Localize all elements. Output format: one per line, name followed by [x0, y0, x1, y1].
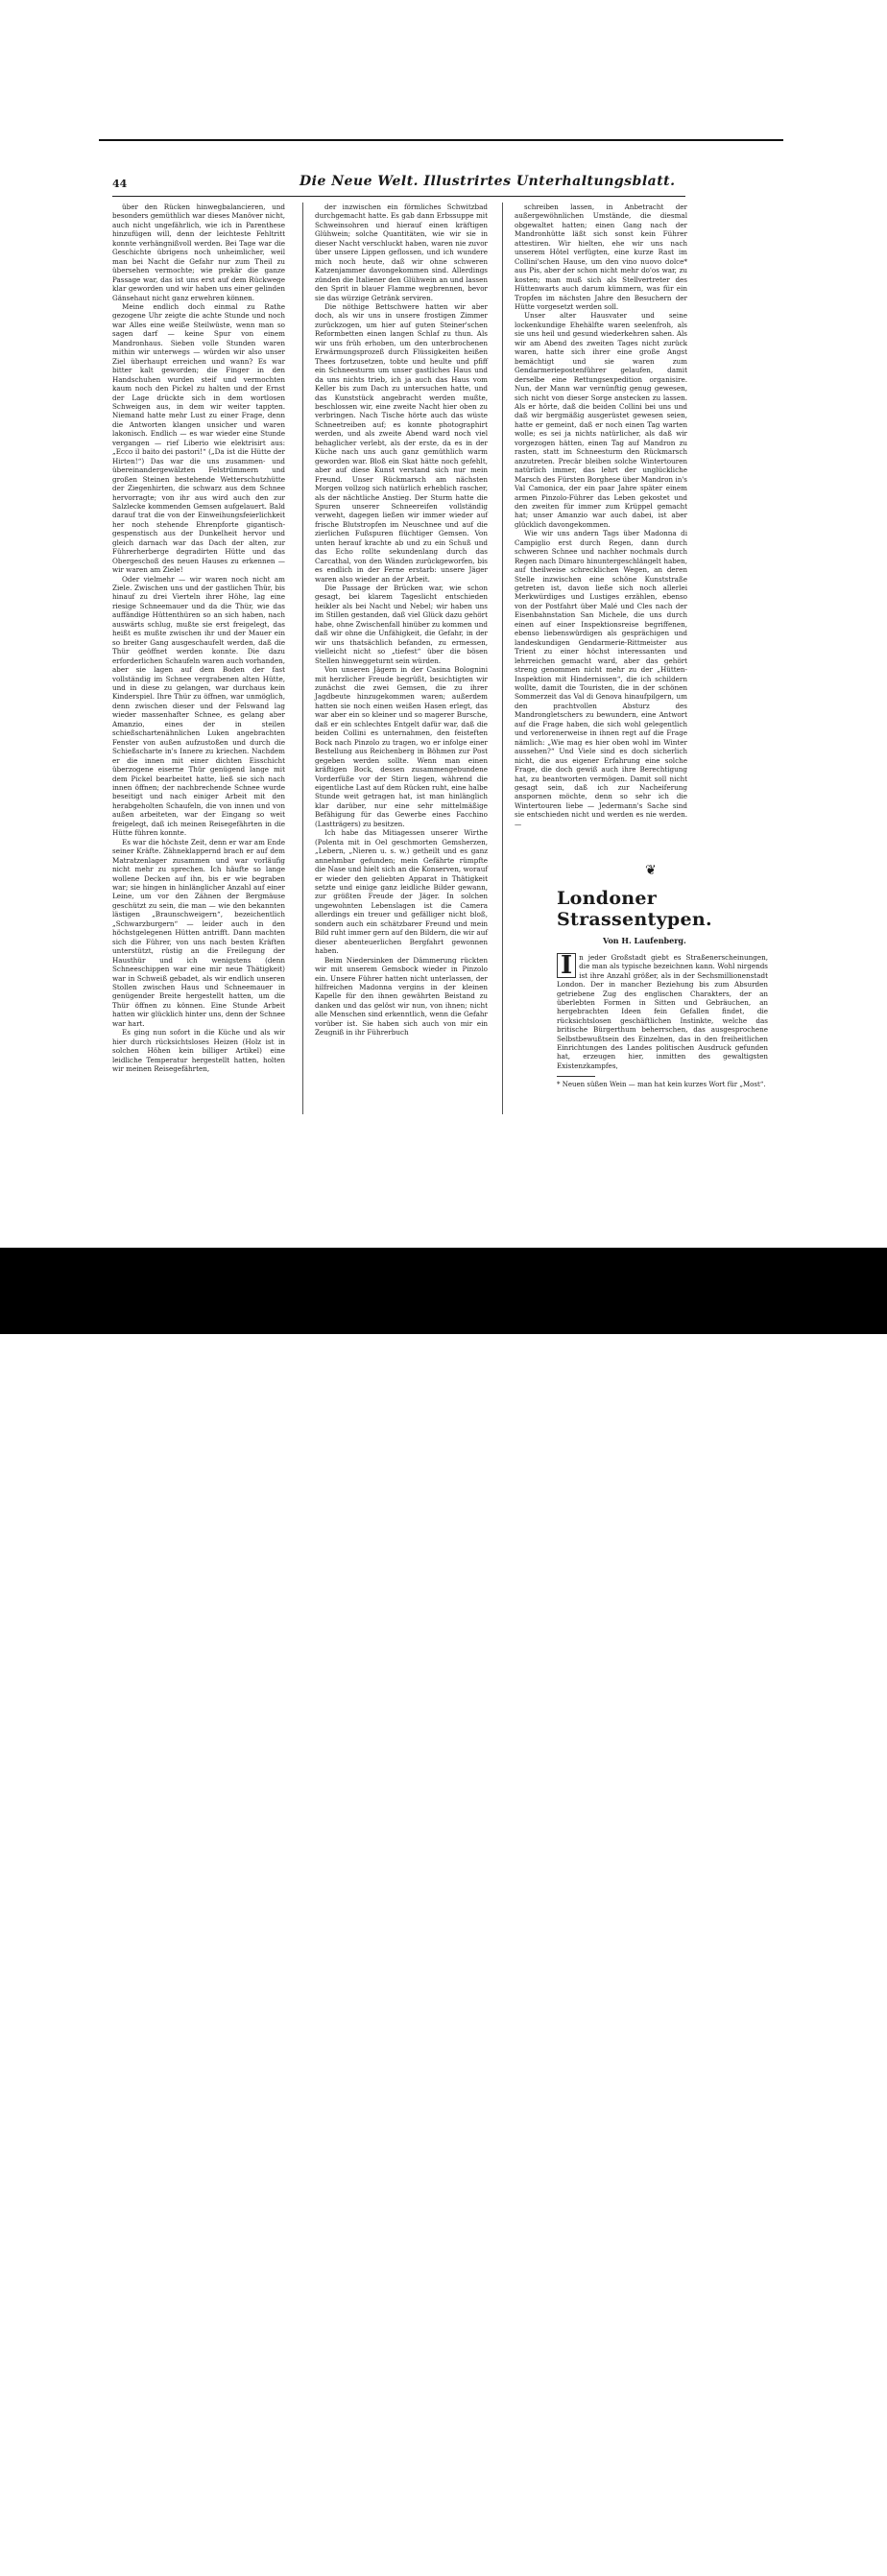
- paragraph: Die nöthige Bettschwere hatten wir aber doch, als wir uns in unsere frostigen Zimmer zurückzogen, um hier auf guten Steiner'schen Reformbetten einen langen Schlaf zu thun. Als wir uns früh erhoben, um den unterbrochenen Erwärmungsprozeß durch Flüssigkeiten heißen Thees fortzusetzen, tobte und heulte und pfiff ein Schneesturm um unser gastliches Haus und da uns nichts trieb, ich ja auch das Haus vom Keller bis zum Dach zu untersuchen hatte, und das Kunststück angebracht werden mußte, beschlossen wir, eine zweite Nacht hier oben zu verbringen. Nach Tische hörte auch das wüste Schneetreiben auf; es konnte photographirt werden, und als zweite Abend ward noch viel behaglicher verlebt, als der erste, da es in der Küche nach uns auch ganz gemüthlich warm geworden war. Bloß ein Skat hätte noch gefehlt, aber auf diese Kunst verstand sich nur mein Freund. Unser Rückmarsch am nächsten Morgen vollzog sich natürlich erheblich rascher, als der nächtliche Anstieg. Der Sturm hatte die Spuren unserer Schneereifen vollständig verweht, dagegen ließen wir immer wieder auf frische Blutstropfen im Neuschnee und auf die zierlichen Fußspuren flüchtiger Gemsen. Von unten herauf krachte ab und zu ein Schuß und das Echo rollte sekundenlang durch das Carcathal, von den Wänden zurückgeworfen, bis es endlich in der Ferne erstarb: unsere Jäger waren also wieder an der Arbeit.: [315, 301, 488, 584]
- watermark-bar: [0, 1248, 887, 2575]
- paragraph: schreiben lassen, in Anbetracht der außergewöhnlichen Umstände, die diesmal obgewaltet hatten; einen Gang nach der Mandronhütte läßt sich sonst kein Führer attestiren. Wir hielten, ehe wir uns nach unserem Hôtel verfügten, eine kurze Rast im Collini'schen Hause, um den vino nuovo dolce* aus Pis, aber der schon nicht mehr do'os war, zu kosten; man muß sich als Stellvertreter des Hüttenwarts auch darum kümmern, was für ein Tropfen im nächsten Jahre den Besuchern der Hütte vorgesetzt werden soll.: [515, 203, 687, 311]
- drop-cap: I: [557, 953, 576, 978]
- article-title: Londoner Strassentypen.: [557, 888, 712, 930]
- footnote-rule: [557, 1076, 595, 1077]
- paragraph: Die Passage der Brücken war, wie schon gesagt, bei klarem Tageslicht entschieden heikler als bei Nacht und Nebel; wir haben uns im Stillen gestanden, daß viel Glück dazu gehört habe, ohne Zwischenfall hinüber zu kommen und daß wir ohne die Unfähigkeit, die Gefahr, in der wir uns thatsächlich befanden, zu ermessen, vielleicht nicht so „tiefest“ über die bösen Stellen hinweggeturnt sein würden.: [315, 584, 488, 665]
- page-number: 44: [112, 178, 128, 190]
- paragraph: Ich habe das Mitiagessen unserer Wirthe (Polenta mit in Oel geschmorten Gemsherzen, „Lebern, „Nieren u. s. w.) getheilt und es ganz annehmbar gefunden; mein Gefährte rümpfte die Nase und hielt sich an die Konserven, worauf er wieder den geliebten Apparat in Thätigkeit setzte und einige ganz leidliche Bilder gewann, zur größten Freude der Jäger. In solchen ungewohnten Lebenslagen ist die Camera allerdings ein treuer und gefälliger nicht bloß, sondern auch ein schätzbarer Freund und mein Bild ruht immer gern auf den Bildern, die wir auf dieser abenteuerlichen Bergfahrt gewonnen haben.: [315, 828, 488, 956]
- column-divider: [302, 203, 303, 1114]
- running-title: Die Neue Welt. Illustrirtes Unterhaltungsblatt.: [300, 174, 676, 189]
- fleuron-ornament-icon: ❦: [645, 863, 657, 878]
- paragraph: Es war die höchste Zeit, denn er war am Ende seiner Kräfte. Zähneklappernd brach er auf dem Matratzenlager zusammen und war vorläufig nicht mehr zu sprechen. Ich häufte so lange wollene Decken auf ihn, bis er wie begraben war; sie hingen in hinlänglicher Anzahl auf einer Leine, um vor den Zähnen der Bergmäuse geschützt zu sein, die man — wie den bekannten lästigen „Braunschweigern“, bezeichentlich „Schwarzburgern“ — leider auch in den höchstgelegenen Hütten antrifft. Dann machten sich die Führer, von uns nach besten Kräften unterstützt, rüstig an die Freilegung der Hausthür und ich wenigstens (denn Schneeschippen war eine mir neue Thätigkeit) war in Schweiß gebadet, als wir endlich unseren Stollen zwischen Haus und Schneemauer in genügender Breite hergestellt hatten, um die Thür öffnen zu können. Eine Stunde Arbeit hatten wir glücklich hinter uns, denn der Schnee war hart.: [112, 837, 285, 1028]
- paragraph: Unser alter Hausvater und seine lockenkundige Ehehälfte waren seelenfroh, als sie uns heil und gesund wiederkehren sahen. Als wir am Abend des zweiten Tages nicht zurück waren, hatte sich ihrer eine große Angst bemächtigt und sie waren zum Gendarmeriepostenführer gelaufen, damit derselbe eine Rettungsexpedition organisire. Nun, der Mann war vernünftig genug gewesen, sich nicht von dieser Sorge anstecken zu lassen. Als er hörte, daß die beiden Collini bei uns und daß wir bergmäßig ausgerüstet gewesen seien, hatte er gemeint, daß er noch einen Tag warten wolle; es sei ja nichts natürlicher, als daß wir vorgezogen hätten, einen Tag auf Mandron zu rasten, statt im Schneesturm den Rückmarsch anzutreten. Precär bleiben solche Wintertouren natürlich immer, das lehrt der unglückliche Marsch des Fürsten Borghese über Mandron in's Val Camonica, der ein paar Jahre später einem armen Pinzolo-Führer das Leben gekostet und den zweiten für immer zum Krüppel gemacht hat; unser Amanzio war auch dabei, ist aber glücklich davongekommen.: [515, 311, 687, 529]
- top-rule: [99, 139, 783, 141]
- paragraph: der inzwischen ein förmliches Schwitzbad durchgemacht hatte. Es gab dann Erbssuppe mit Schweinsohren und hierauf einen kräftigen Glühwein; solche Quantitäten, wie wir sie in dieser Nacht verschluckt haben, waren nie zuvor über unsere Lippen geflossen, und ich wundere mich noch heute, daß wir ohne schweren Katzenjammer davongekommen sind. Allerdings zünden die Italiener den Glühwein an und lassen den Sprit in blauer Flamme wegbrennen, bevor sie das würzige Getränk serviren.: [315, 203, 488, 302]
- text-column-2: [315, 203, 488, 1114]
- paragraph: Beim Niedersinken der Dämmerung rückten wir mit unserem Gemsbock wieder in Pinzolo ein. Unsere Führer hatten nicht unterlassen, der hilfreichen Madonna vergins in der kleinen Kapelle für den ihnen gewährten Beistand zu danken und das gelöst wir nun, von ihnen; nicht alle Menschen sind erkenntlich, wenn die Gefahr vorüber ist. Sie haben sich auch von mir ein Zeugniß in ihr Führerbuch: [315, 955, 488, 1038]
- page-header: [112, 174, 685, 195]
- alamy-logo-icon: [722, 2565, 732, 2576]
- column-divider: [502, 203, 503, 1114]
- article-body: [557, 953, 768, 1089]
- paragraph: über den Rücken hinwegbalancieren, und besonders gemüthlich war dieses Manöver nicht, auch nicht ungefährlich, wie ich in Parenthese hinzufügen will, denn der leichteste Fehltritt konnte verhängnißvoll werden. Bei Tage war die Geschichte übrigens noch unheimlicher, weil man bei Nacht die Gefahr nur zum Theil zu übersehen vermochte; wie prekär die ganze Passage war, das ist uns erst auf dem Rückwege klar geworden und wir haben uns einer gelinden Gänsehaut nicht ganz erwehren können.: [112, 203, 285, 302]
- footnote: * Neuen süßen Wein — man hat kein kurzes Wort für „Most“.: [557, 1081, 766, 1089]
- paragraph: Oder vielmehr — wir waren noch nicht am Ziele. Zwischen uns und der gastlichen Thür, bis hinauf zu drei Vierteln ihrer Höhe, lag eine riesige Schneemauer und da die Thür, wie das auffändige Hüttenthüren so an sich haben, nach auswärts schlug, mußte sie erst freigelegt, das heißt es mußte zwischen ihr und der Mauer ein so breiter Gang ausgeschaufelt werden, daß die Thür geöffnet werden konnte. Die dazu erforderlichen Schaufeln waren auch vorhanden, aber sie lagen auf dem Boden der fast vollständig im Schnee vergrabenen alten Hütte, und in diese zu gelangen, war durchaus kein Kinderspiel. Ihre Thür zu öffnen, war unmöglich, denn zwischen dieser und der Felswand lag wieder massenhafter Schnee, es gelang aber Amanzio, eines der in steilen schießschartenähnlichen Luken angebrachten Fenster von außen aufzustoßen und durch die Schießscharte in's Innere zu kriechen. Nachdem er die innen mit einer dichten Eisschicht überzogene eiserne Thür genügend lange mit dem Pickel bearbeitet hatte, ließ sie sich nach innen öffnen; der nachbrechende Schnee wurde beseitigt und nach einiger Arbeit mit den herabgeholten Schaufeln, die von innen und von außen arbeiteten, war der Eingang so weit freigelegt, daß ich meinen Reisegefährten in die Hütte führen konnte.: [112, 574, 285, 838]
- paragraph: Von unseren Jägern in der Casina Bolognini mit herzlicher Freude begrüßt, besichtigten wir zunächst die zwei Gemsen, die zu ihrer Jagdbeute hinzugekommen waren; außerdem hatten sie noch einen weißen Hasen erlegt, das war aber ein so kleiner und so magerer Bursche, daß er ein schlechtes Entgelt dafür war, daß die beiden Collini es unternahmen, den feisteften Bock nach Pinzolo zu tragen, wo er infolge einer Bestellung aus Reichenberg in Böhmen zur Post gegeben werden sollte. Wenn man einen kräftigen Bock, dessen zusammengebundene Vorderfüße vor der Stirn liegen, während die eigentliche Last auf dem Rücken ruht, eine halbe Stunde weit getragen hat, ist man hinlänglich klar darüber, nur eine sehr mittelmäßige Befähigung für das Gewerbe eines Facchino (Lastträgers) zu besitzen.: [315, 665, 488, 828]
- paragraph: Es ging nun sofort in die Küche und als wir hier durch rücksichtsloses Heizen (Holz ist in solchen Höhen kein billiger Artikel) eine leidliche Temperatur hergestellt hatten, holten wir meinen Reisegefährten,: [112, 1028, 285, 1074]
- paragraph: Wie wir uns andern Tags über Madonna di Campiglio erst durch Regen, dann durch schweren Schnee und nachher nochmals durch Regen nach Dimaro hinuntergeschlängelt haben, auf theilweise schrecklichen Wegen, an deren Stelle inzwischen eine schöne Kunststraße getreten ist, davon ließe sich noch allerlei Merkwürdiges und Lustiges erzählen, ebenso von der Postfahrt über Malé und Cles nach der Eisenbahnstation San Michele, die uns durch einen auf einer Inspektionsreise begriffenen, ebenso liebenswürdigen als gesprächigen und landeskundigen Gendarmerie-Rittmeister aus Trient zu einer höchst interessanten und lehrreichen gemacht ward, aber das gehört streng genommen nicht mehr zu der „Hütten-Inspektion mit Hindernissen“, die ich schildern wollte, damit die Touristen, die in der schönen Sommerzeit das Val di Genova hinaufpilgern, um den prachtvollen Absturz des Mandrongletschers zu bewundern, eine Antwort auf die Frage haben, die sich wohl gelegentlich und verlorenerweise in ihnen regt auf die Frage nämlich: „Wie mag es hier oben wohl im Winter aussehen?“ Und Viele sind es doch sicherlich nicht, die aus eigener Erfahrung eine solche Frage, die doch gewiß auch ihre Berechtigung hat, zu beantworten vermögen. Damit soll nicht gesagt sein, daß ich zur Nacheiferung anspornen möchte, denn so sehr ich die Wintertouren liebe — Jedermann's Sache sind sie entschieden nicht und werden es nie werden. —: [515, 529, 687, 828]
- text-column-3: [515, 203, 687, 846]
- paragraph: Meine endlich doch einmal zu Rathe gezogene Uhr zeigte die achte Stunde und noch war Alles eine weiße Steilwüste, wenn man so sagen darf — keine Spur von einem Mandronhaus. Sieben volle Stunden waren mithin wir unterwegs — würden wir also unser Ziel überhaupt erreichen und wann? Es war bitter kalt geworden; die Finger in den Handschuhen wurden steif und vermochten kaum noch den Pickel zu halten und der Ernst der Lage drückte sich in dem wortlosen Schweigen aus, in dem wir weiter tappten. Niemand hatte mehr Lust zu einer Frage, denn die Antworten klangen unsicher und waren lakonisch. Endlich — es war wieder eine Stunde vergangen — rief Liberio wie elektrisirt aus: „Ecco il baito dei pastori!“ („Da ist die Hütte der Hirten!“) Das war die uns zusammen- und übereinandergewälzten Felstrümmern und großen Steinen bestehende Wetterschutzhütte der Ziegenhirten, die schwarz aus dem Schnee hervorragte; von ihr aus wird auch den zur Salzlecke kommenden Gemsen aufgelauert. Bald darauf trat die von der Einweihungsfeierlichkeit her noch stehende Ehrenpforte gigantisch-gespenstisch aus der Dunkelheit hervor und gleich darnach war das Dach der alten, zur Führerherberge degradirten Hütte und das Obergeschoß des neuen Hauses zu erkennen — wir waren am Ziele!: [112, 301, 285, 575]
- article-byline: Von H. Laufenberg.: [603, 936, 686, 945]
- watermark-text: www.alamy.com - JFY9X0: [735, 2563, 885, 2575]
- header-rule: [112, 196, 685, 197]
- article-text: n jeder Großstadt giebt es Straßenerscheinungen, die man als typische bezeichnen kann. Wohl nirgends ist ihre Anzahl größer, als in der Sechsmillionenstadt London. Der in mancher Beziehung bis zum Absurden getriebene Zug des englischen Charakters, der an überlebten Formen in Sitten und Gebräuchen, an hergebrachten Ideen fein Gefallen findet, die rücksichtslosen geschäftlichen Instinkte, welche das britische Bürgerthum beherrschen, das ausgesprochene Selbstbewußtsein des Einzelnen, das in den freiheitlichen Einrichtungen des Landes politischen Ausdruck gefunden hat, erzeugen hier, inmitten des gewaltigsten Existenzkampfes,: [557, 953, 768, 1070]
- article-londoner-strassentypen: [557, 888, 768, 1089]
- newspaper-page: [0, 0, 887, 1248]
- text-column-1: [112, 203, 285, 1114]
